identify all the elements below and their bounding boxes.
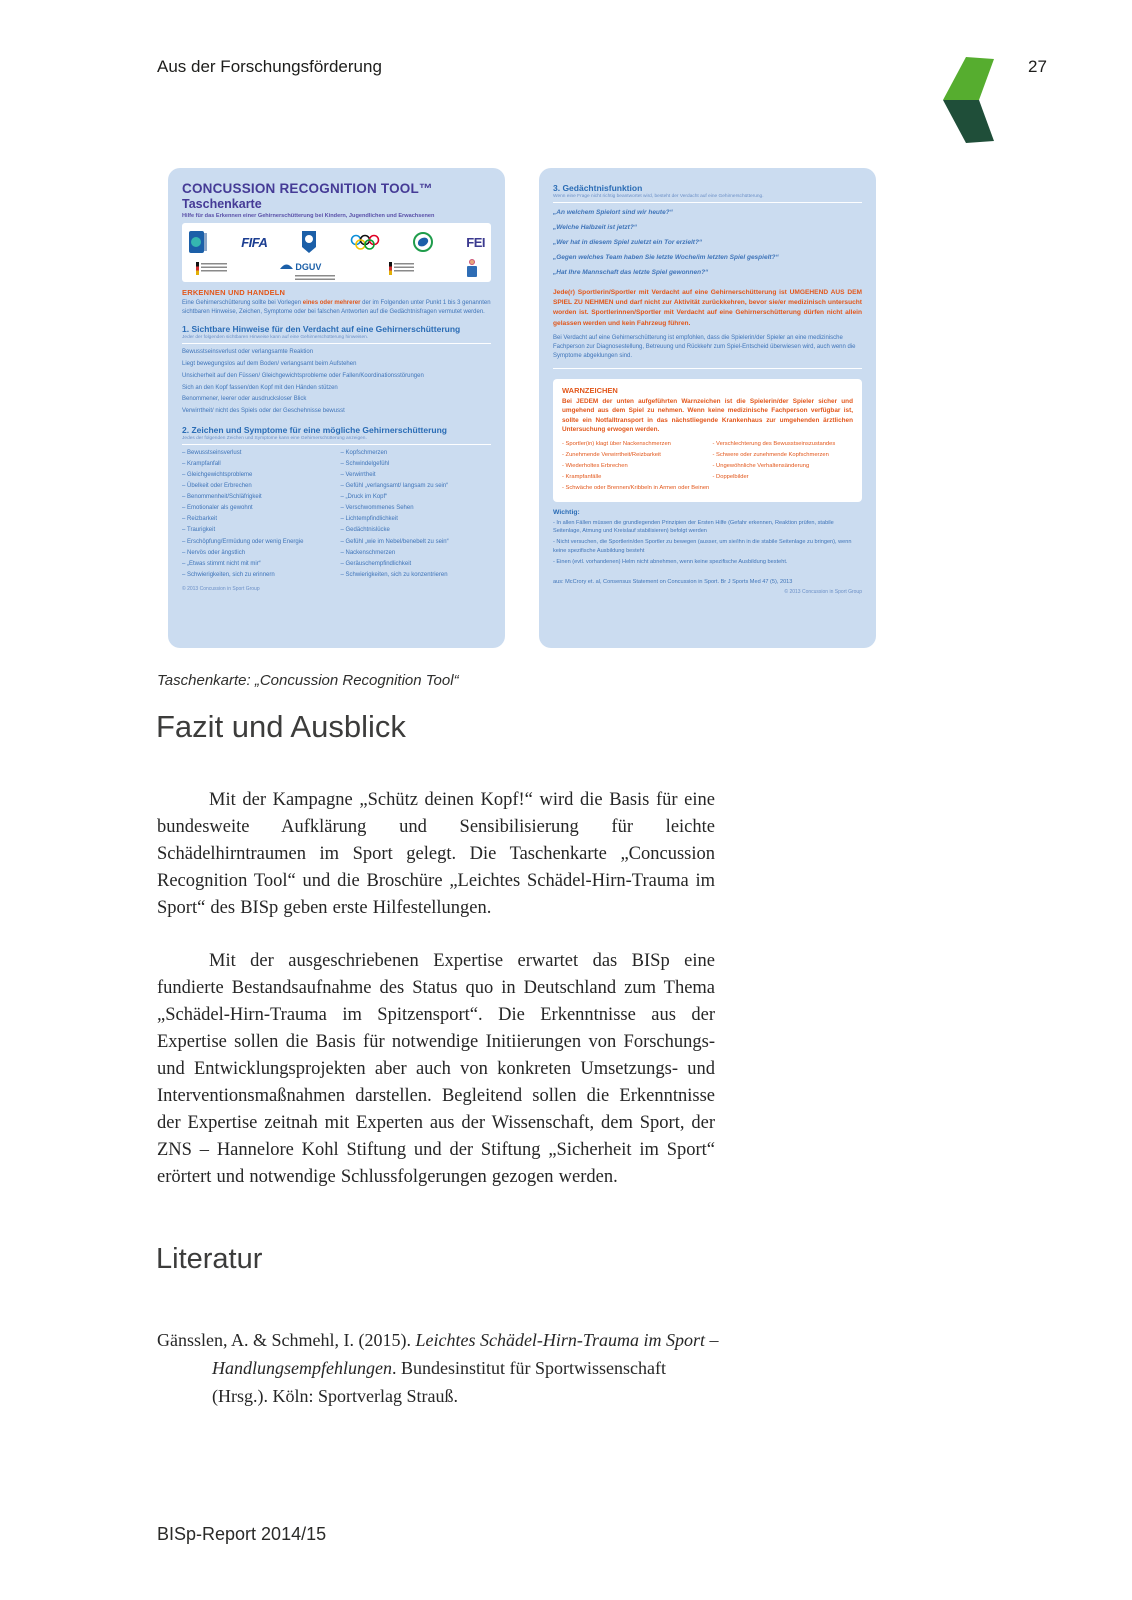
world-rugby-icon bbox=[413, 232, 433, 252]
medical-advice: Bei Verdacht auf eine Gehirnerschütterung ist empfohlen, dass die Spielerin/der Spieler an eine medizinische Fachperson zur Diagnosestellung, Betreuung und Rückkehr zum Spiel-Entscheid überwiesen wird, auch wenn die Symptome abgeklungen sind. bbox=[553, 334, 856, 360]
sign-item: Sich an den Kopf fassen/den Kopf mit den Händen stützen bbox=[182, 384, 338, 391]
symptom-item: – Benommenheit/Schläfrigkeit bbox=[182, 492, 333, 503]
symptom-item: – Bewusstseinsverlust bbox=[182, 448, 333, 459]
memory-question: „Wer hat in diesem Spiel zuletzt ein Tor erzielt?“ bbox=[553, 239, 703, 247]
warning-item: - Doppelbilder bbox=[713, 472, 854, 483]
warning-item: - Krampfanfälle bbox=[562, 472, 703, 483]
section1-heading: 1. Sichtbare Hinweise für den Verdacht auf eine Gehirnerschütterung bbox=[182, 324, 461, 335]
warning-item-full: - Schwäche oder Brennen/Kribbeln in Armen oder Beinen bbox=[562, 483, 853, 494]
symptom-item: – Übelkeit oder Erbrechen bbox=[182, 481, 333, 492]
wichtig-item: - Nicht versuchen, die Sportlerin/den Sportler zu bewegen (ausser, um sie/ihn in die stabile Seitenlage zu bringen), wenn keine spezifische Ausbildung besteht bbox=[553, 538, 862, 555]
memory-question: „An welchem Spielort sind wir heute?“ bbox=[553, 209, 673, 217]
paragraph-text: Mit der Kampagne „Schütz deinen Kopf!“ wird die Basis für eine bundesweite Aufklärung und Sensibilisierung für leichte Schädelhirntraumen im Sport gelegt. Die Taschenkarte „Concussion Recognition Tool“ und die Broschüre „Leichtes Schädel-Hirn-Trauma im Sport“ des BISp geben erste Hilfestellungen. bbox=[157, 789, 715, 918]
symptom-item: – Schwindelgefühl bbox=[341, 459, 492, 470]
symptom-item: – Emotionaler als gewohnt bbox=[182, 503, 333, 514]
wichtig-list bbox=[553, 519, 862, 567]
warning-item: - Wiederholtes Erbrechen bbox=[562, 461, 703, 472]
olympic-rings-icon bbox=[350, 234, 380, 251]
symptom-item: – Schwierigkeiten, sich zu erinnern bbox=[182, 570, 333, 581]
symptom-item: – Reizbarkeit bbox=[182, 514, 333, 525]
divider bbox=[553, 368, 862, 369]
dguv-umbrella-icon bbox=[280, 264, 293, 273]
intro-post: der im Folgenden unter Punkt 1 bis 3 genannten sichtbaren Hinweise, Zeichen, Symptome oder bei falschen Antworten auf die Gedächtnisfragen vermutet werden. bbox=[182, 300, 491, 316]
wichtig-item: - Einen (evtl. vorhandenen) Helm nicht abnehmen, wenn keine spezifische Ausbildung besteht. bbox=[553, 558, 862, 567]
warning-item: - Ungewöhnliche Verhaltensänderung bbox=[713, 461, 854, 472]
memory-question: „Welche Halbzeit ist jetzt?“ bbox=[553, 224, 638, 232]
warning-intro: Bei JEDEM der unten aufgeführten Warnzeichen ist die Spielerin/der Spieler sicher und umgehend aus dem Spiel zu nehmen. Wenn keine medizinische Fachperson verfügbar ist, sollte ein Notfalltransport in das nächstliegende Krankenhaus zur umgehenden ärztlichen Untersuchung erwogen werden. bbox=[562, 397, 853, 434]
symptom-item: – „Druck im Kopf“ bbox=[341, 492, 492, 503]
symptom-item: – Traurigkeit bbox=[182, 525, 333, 536]
fazit-paragraph-2 bbox=[157, 948, 715, 1191]
sign-item: Unsicherheit auf den Füssen/ Gleichgewichtsprobleme oder Fallen/Koordinationsstörungen bbox=[182, 372, 424, 379]
symptom-item: – Gedächtnislücke bbox=[341, 525, 492, 536]
symptom-item: – Nackenschmerzen bbox=[341, 548, 492, 559]
card-subtitle: Taschenkarte bbox=[182, 196, 262, 211]
chevron-icon bbox=[941, 57, 998, 143]
section2-note: Jedes der folgenden Zeichen und Symptome kann eine Gehirnerschütterung anzeigen. bbox=[182, 435, 367, 441]
running-footer: BISp-Report 2014/15 bbox=[157, 1524, 327, 1544]
concussion-card-back bbox=[539, 168, 876, 648]
reference-authors: Gänsslen, A. & Schmehl, I. (2015). bbox=[157, 1330, 416, 1350]
sign-item: Verwirrtheit/ nicht des Spiels oder der Geschehnisse bewusst bbox=[182, 407, 345, 414]
intro-highlight: eines oder mehrerer bbox=[302, 300, 361, 307]
section1-list bbox=[182, 347, 491, 417]
symptom-item: – Krampfanfall bbox=[182, 459, 333, 470]
symptom-col1 bbox=[182, 448, 333, 581]
card-copyright: © 2013 Concussion in Sport Group bbox=[784, 588, 862, 595]
fei-logo: FEI bbox=[466, 234, 485, 250]
symptom-item: – Schwierigkeiten, sich zu konzentrieren bbox=[341, 570, 492, 581]
warning-item: - Verschlechterung des Bewusstseinszustandes bbox=[713, 439, 854, 450]
running-header: Aus der Forschungsförderung bbox=[157, 57, 382, 76]
memory-questions bbox=[553, 206, 862, 281]
symptom-item: – Nervös oder ängstlich bbox=[182, 548, 333, 559]
symptom-item: – Geräuschempfindlichkeit bbox=[341, 559, 492, 570]
section2-heading: 2. Zeichen und Symptome für eine mögliche Gehirnerschütterung bbox=[182, 424, 447, 435]
sign-item: Liegt bewegungslos auf dem Boden/ verlangsamt beim Aufstehen bbox=[182, 361, 357, 368]
memory-question: „Hat Ihre Mannschaft das letzte Spiel gewonnen?“ bbox=[553, 268, 709, 276]
fifa-logo: FIFA bbox=[241, 234, 268, 250]
logo-row-top bbox=[188, 227, 485, 257]
symptom-item: – Kopfschmerzen bbox=[341, 448, 492, 459]
bisp-federal-logo-icon bbox=[389, 262, 414, 275]
paragraph-text: Mit der ausgeschriebenen Expertise erwartet das BISp eine fundierte Bestandsaufnahme des Status quo in Deutschland zum Thema „Schädel-Hirn-Trauma im Spitzensport“. Die Erkenntnisse aus der Expertise sollen die Basis für notwendige Initiierungen von Forschungs- und Entwicklungsprojekten aber auch von konkreten Umsetzungs- und Interventionsmaßnahmen darstellen. Begleitend sollen die Erkenntnisse der Expertise zeitnah mit Experten aus der Wissenschaft, dem Sport, der ZNS – Hannelore Kohl Stiftung und der Stiftung „Sicherheit im Sport“ erörtert und notwendige Schlussfolgerungen gezogen werden. bbox=[157, 950, 715, 1187]
bmi-federal-logo-icon bbox=[196, 262, 227, 275]
warning-item: - Schwere oder zunehmende Kopfschmerzen bbox=[713, 450, 854, 461]
warning-col1 bbox=[562, 439, 703, 483]
card-tagline: Hilfe für das Erkennen einer Gehirnerschütterung bei Kindern, Jugendlichen und Erwachsenen bbox=[182, 213, 435, 220]
concussion-card-front bbox=[168, 168, 505, 648]
card-title: CONCUSSION RECOGNITION TOOL™ bbox=[182, 181, 433, 196]
wichtig-heading: Wichtig: bbox=[553, 509, 580, 517]
reference-publisher: . Bundesinstitut für Sportwissenschaft (Hrsg.). Köln: Sportverlag Strauß. bbox=[212, 1358, 666, 1406]
symptom-item: – Gleichgewichtsprobleme bbox=[182, 470, 333, 481]
section1-note: Jeder der folgenden sichtbaren Hinweise kann auf eine Gehirnerschütterung hinweisen. bbox=[182, 335, 369, 341]
sponsor-logo-band bbox=[182, 223, 491, 282]
iihf-shield-icon bbox=[301, 230, 317, 254]
section3-note: Wenn eine Frage nicht richtig beantwortet wird, besteht der Verdacht auf eine Gehirnerschütterung. bbox=[553, 194, 764, 200]
memory-question: „Gegen welches Team haben Sie letzte Woche/im letzten Spiel gespielt?“ bbox=[553, 254, 779, 261]
symptom-item: – Gefühl „verlangsamt/ langsam zu sein“ bbox=[341, 481, 492, 492]
warning-heading: WARNZEICHEN bbox=[562, 385, 618, 395]
irb-pocket-guide-icon bbox=[188, 230, 208, 254]
divider bbox=[553, 202, 862, 203]
warning-item: - Sportler(in) klagt über Nackenschmerzen bbox=[562, 439, 703, 450]
wichtig-item: - In allen Fällen müssen die grundlegenden Prinzipien der Ersten Hilfe (Gefahr erkennen, Reaktion prüfen, stabile Seitenlage, Atmung und Kreislauf stabilisieren) befolgt werden bbox=[553, 519, 862, 536]
divider bbox=[182, 343, 491, 344]
sign-item: Bewusstseinsverlust oder verlangsamte Reaktion bbox=[182, 349, 314, 356]
removal-alert: Jede(r) Sportlerin/Sportler mit Verdacht auf eine Gehirnerschütterung ist UMGEHEND AUS DEM SPIEL ZU NEHMEN und darf nicht zur Aktivität zurückkehren, bevor sie/er medizinisch untersucht worden ist. Sportlerinnen/Sportler mit Verdacht auf eine Gehirnerschütterung dürfen nicht allein gelassen werden und kein Fahrzeug führen. bbox=[553, 288, 862, 327]
taschenkarte-figure bbox=[168, 168, 878, 648]
intro-pre: Eine Gehirnerschütterung sollte bei Vorlegen bbox=[182, 300, 303, 307]
warning-box bbox=[553, 379, 862, 502]
symptom-col2 bbox=[341, 448, 492, 581]
warning-item: - Zunehmende Verwirrtheit/Reizbarkeit bbox=[562, 450, 703, 461]
figure-caption: Taschenkarte: „Concussion Recognition Tool“ bbox=[157, 672, 459, 689]
symptom-item: – Verwirrtheit bbox=[341, 470, 492, 481]
section3-heading: 3. Gedächtnisfunktion bbox=[553, 183, 643, 193]
symptom-columns bbox=[182, 448, 491, 581]
symptom-item: – Gefühl „wie im Nebel/benebelt zu sein“ bbox=[341, 537, 492, 548]
dguv-logo bbox=[280, 257, 335, 280]
erkennen-heading: ERKENNEN UND HANDELN bbox=[182, 288, 286, 298]
divider bbox=[182, 444, 491, 445]
logo-row-bottom bbox=[188, 257, 485, 279]
sign-item: Benommener, leerer oder ausdrucksloser Blick bbox=[182, 396, 307, 403]
section-heading-fazit: Fazit und Ausblick bbox=[156, 709, 406, 744]
bisp-chevron-logo-icon bbox=[941, 57, 998, 143]
player-figure-icon bbox=[467, 259, 477, 277]
card-copyright: © 2013 Concussion in Sport Group bbox=[182, 585, 260, 592]
page-number: 27 bbox=[1028, 57, 1047, 76]
fazit-paragraph-1 bbox=[157, 787, 715, 922]
card-intro-text bbox=[182, 299, 491, 317]
symptom-item: – Verschwommenes Sehen bbox=[341, 503, 492, 514]
warning-columns bbox=[562, 439, 853, 483]
symptom-item: – Erschöpfung/Ermüdung oder wenig Energie bbox=[182, 537, 333, 548]
dguv-wordmark: DGUV bbox=[295, 261, 322, 272]
symptom-item: – „Etwas stimmt nicht mit mir“ bbox=[182, 559, 333, 570]
reference-title: Leichtes Schädel-Hirn-Trauma im Sport – Handlungsempfehlungen bbox=[212, 1330, 719, 1378]
symptom-item: – Lichtempfindlichkeit bbox=[341, 514, 492, 525]
source-line: aus: McCrory et. al, Consensus Statement on Concussion in Sport. Br J Sports Med 47 (5), 2013 bbox=[553, 578, 793, 585]
warning-col2 bbox=[713, 439, 854, 483]
section-heading-literatur: Literatur bbox=[156, 1243, 263, 1275]
literature-reference bbox=[157, 1326, 719, 1410]
